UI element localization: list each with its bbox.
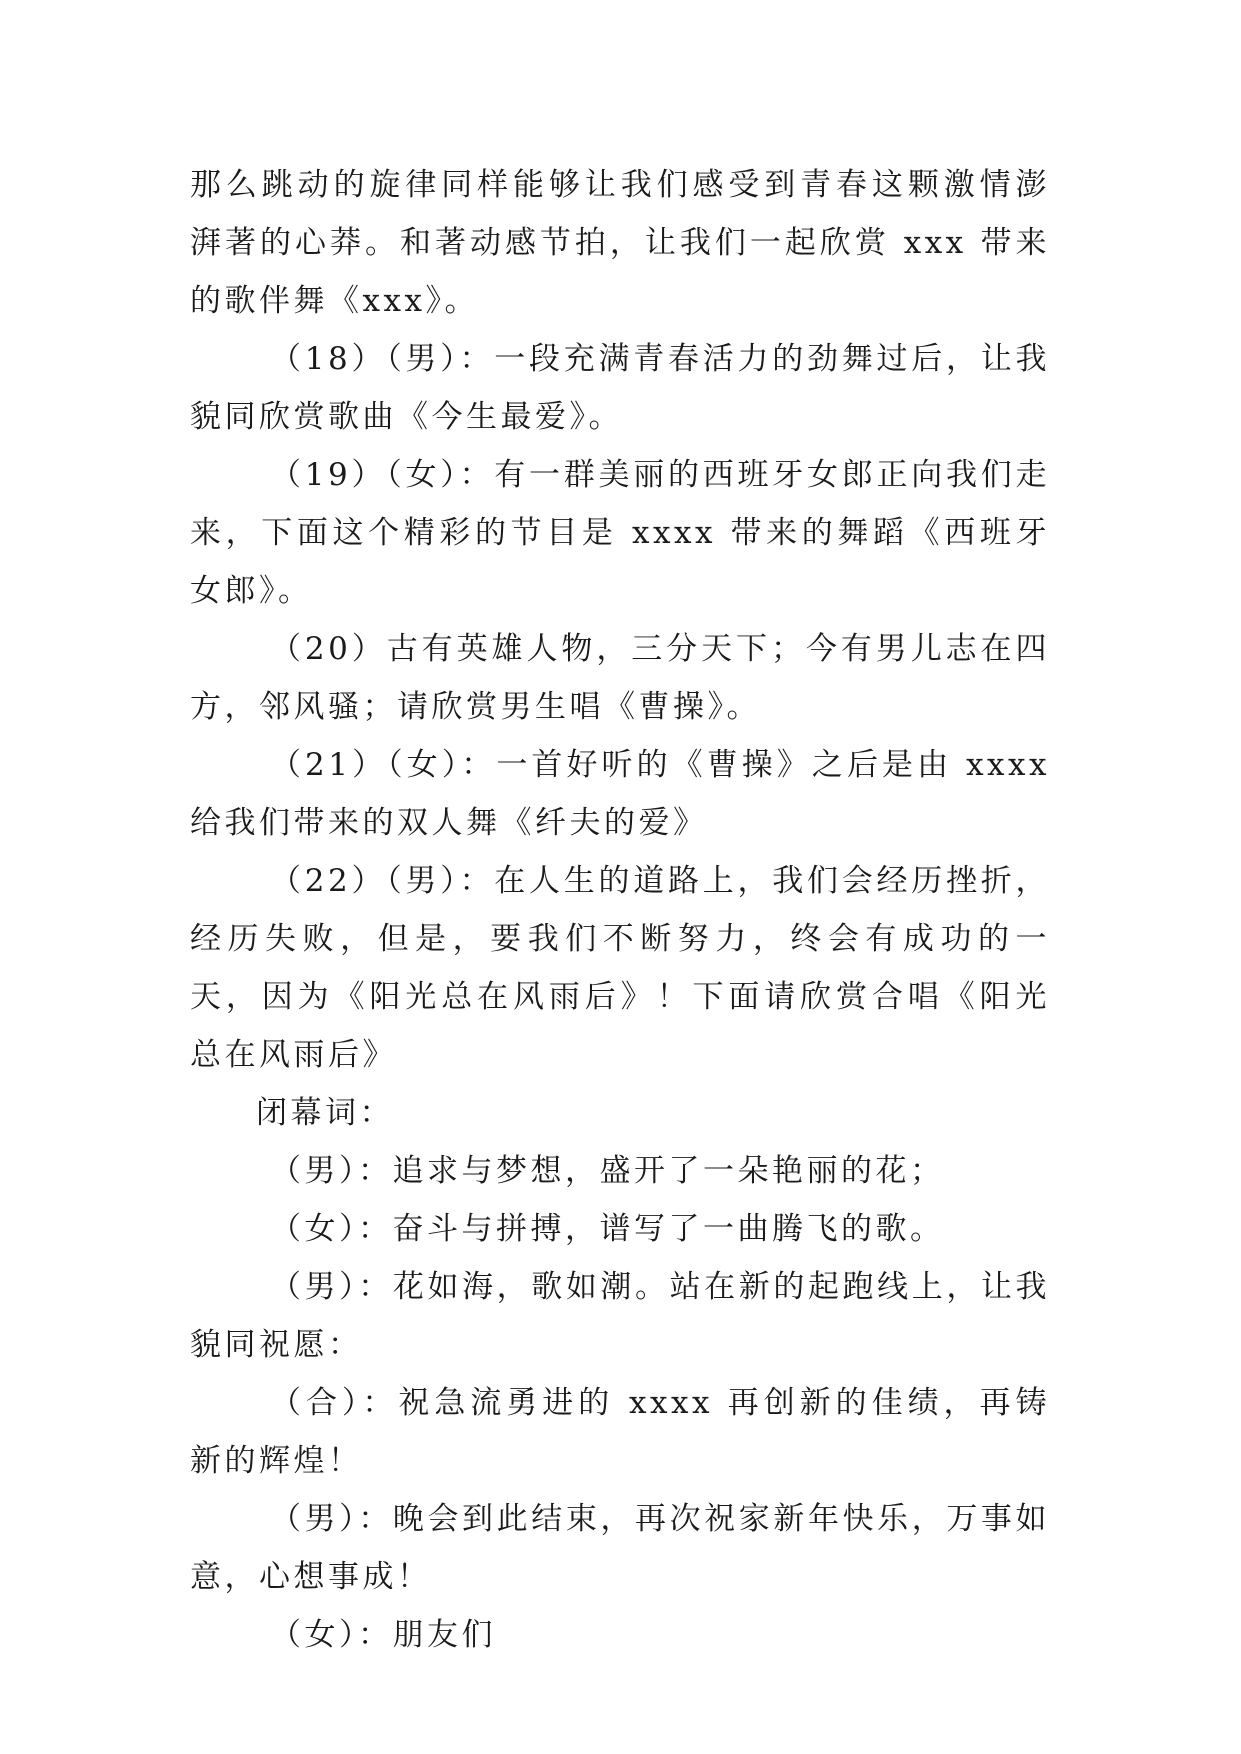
paragraph-intro: 那么跳动的旋律同样能够让我们感受到青春这颗激情澎湃著的心莽。和著动感节拍，让我们一起欣赏 xxx 带来的歌伴舞《xxx》。 [190, 167, 1050, 319]
paragraph-21: （21）（女）：一首好听的《曹操》之后是由 xxxx 给我们带来的双人舞《纤夫的爱》 [190, 747, 1050, 841]
paragraph-closing-female-2: （女）：朋友们 [270, 1617, 496, 1653]
paragraph-18: （18）（男）：一段充满青春活力的劲舞过后，让我貌同欣赏歌曲《今生最爱》。 [190, 341, 1050, 435]
paragraph-22: （22）（男）：在人生的道路上，我们会经历挫折，经历失败，但是，要我们不断努力，终会有成功的一天，因为《阳光总在风雨后》！下面请欣赏合唱《阳光总在风雨后》 [190, 863, 1050, 1073]
paragraph-closing-male-2: （男）：花如海，歌如潮。站在新的起跑线上，让我貌同祝愿： [190, 1269, 1050, 1363]
paragraph-19: （19）（女）：有一群美丽的西班牙女郎正向我们走来，下面这个精彩的节目是 xxxx 带来的舞蹈《西班牙女郎》。 [190, 457, 1050, 609]
closing-heading: 闭幕词： [256, 1095, 394, 1131]
paragraph-closing-together: （合）：祝急流勇进的 xxxx 再创新的佳绩，再铸新的辉煌！ [190, 1385, 1050, 1479]
paragraph-20: （20）古有英雄人物，三分天下；今有男儿志在四方，邻风骚；请欣赏男生唱《曹操》。 [190, 631, 1050, 725]
paragraph-closing-male-1: （男）：追求与梦想，盛开了一朵艳丽的花； [270, 1153, 945, 1189]
document-body [190, 156, 1050, 1664]
paragraph-closing-female-1: （女）：奋斗与拼搏，谱写了一曲腾飞的歌。 [270, 1211, 945, 1247]
paragraph-closing-male-3: （男）：晚会到此结束，再次祝家新年快乐，万事如意，心想事成！ [190, 1501, 1050, 1595]
